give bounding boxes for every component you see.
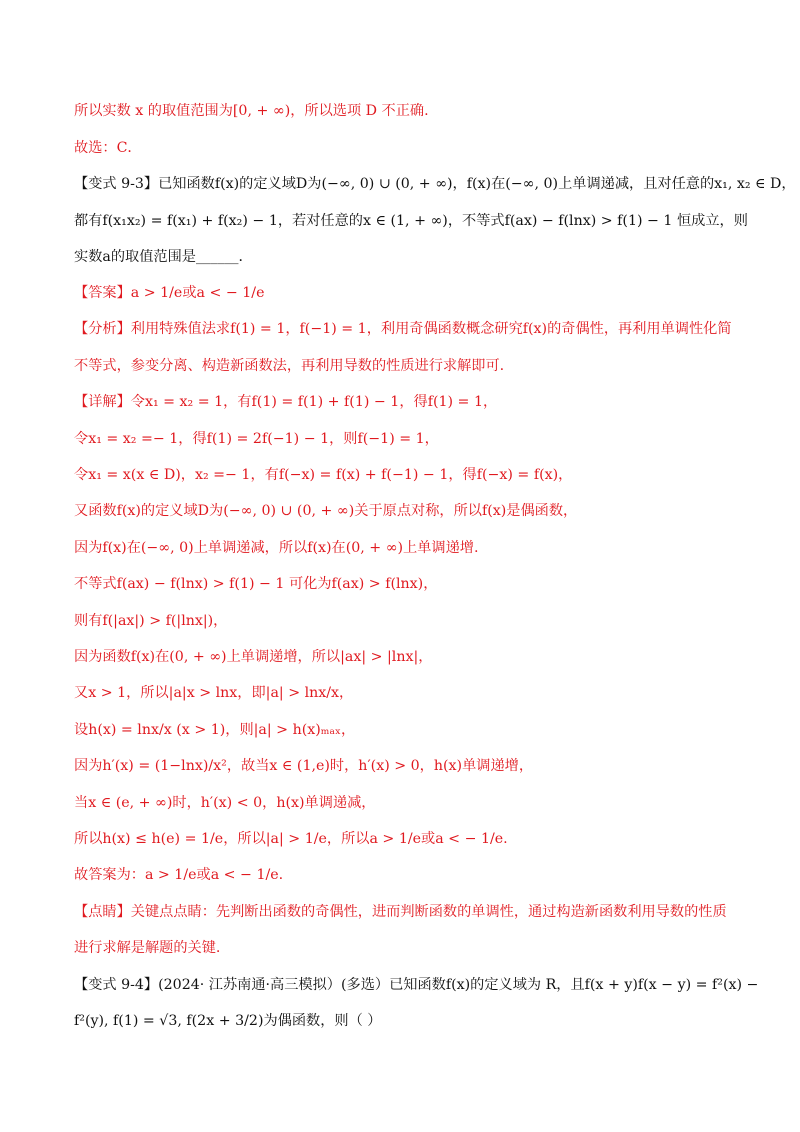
detail-line-12: 当x ∈ (e, + ∞)时，h′(x) < 0，h(x)单调递减， bbox=[74, 795, 376, 811]
analysis-line-2: 不等式，参变分离、构造新函数法，再利用导数的性质进行求解即可. bbox=[74, 358, 505, 374]
detail-line-5: 因为f(x)在(−∞, 0)上单调递减，所以f(x)在(0, + ∞)上单调递增. bbox=[74, 540, 479, 556]
text-line-2: 故选：C． bbox=[74, 140, 142, 156]
text-line-3: 【变式 9-3】已知函数f(x)的定义域D为(−∞, 0) ∪ (0, + ∞)，f(x)在(−∞, 0)上单调递减，且对任意的x₁, x₂ ∈ D， bbox=[74, 176, 796, 192]
detail-line-3: 令x₁ = x(x ∈ D)，x₂ =− 1，有f(−x) = f(x) + f(−1) − 1，得f(−x) = f(x)， bbox=[74, 467, 573, 483]
variant-9-4-line-1: 【变式 9-4】(2024· 江苏南通·高三模拟）(多选）已知函数f(x)的定义域为 R，且f(x + y)f(x − y) = f²(x) − bbox=[74, 977, 759, 993]
text-line-4: 都有f(x₁x₂) = f(x₁) + f(x₂) − 1，若对任意的x ∈ (1, + ∞)，不等式f(ax) − f(lnx) > f(1) − 1 恒成立，则 bbox=[74, 213, 748, 229]
detail-line-6: 不等式f(ax) − f(lnx) > f(1) − 1 可化为f(ax) > f(lnx)， bbox=[74, 576, 438, 592]
key-point-line-2: 进行求解是解题的关键. bbox=[74, 940, 221, 956]
detail-line-2: 令x₁ = x₂ =− 1，得f(1) = 2f(−1) − 1，则f(−1) = 1， bbox=[74, 431, 439, 447]
text-line-5: 实数a的取值范围是______． bbox=[74, 249, 253, 265]
final-answer-line: 故答案为：a > 1/e或a < − 1/e. bbox=[74, 867, 284, 883]
detail-line-4: 又函数f(x)的定义域D为(−∞, 0) ∪ (0, + ∞)关于原点对称，所以f(x)是偶函数， bbox=[74, 503, 578, 519]
detail-line-11: 因为h′(x) = (1−lnx)/x²，故当x ∈ (1,e)时，h′(x) > 0，h(x)单调递增， bbox=[74, 758, 534, 774]
detail-line-10: 设h(x) = lnx/x (x > 1)，则|a| > h(x)ₘₐₓ， bbox=[74, 722, 356, 738]
variant-9-4-line-2: f²(y), f(1) = √3, f(2x + 3/2)为偶函数，则（ ） bbox=[74, 1013, 382, 1029]
answer-line: 【答案】a > 1/e或a < − 1/e bbox=[74, 285, 265, 301]
key-point-line-1: 【点睛】关键点点睛：先判断出函数的奇偶性，进而判断函数的单调性，通过构造新函数利用导数的性质 bbox=[74, 904, 727, 920]
text-line-1: 所以实数 x 的取值范围为[0, + ∞)，所以选项 D 不正确. bbox=[74, 103, 429, 119]
analysis-line-1: 【分析】利用特殊值法求f(1) = 1，f(−1) = 1，利用奇偶函数概念研究f(x)的奇偶性，再利用单调性化简 bbox=[74, 321, 732, 337]
detail-line-13: 所以h(x) ≤ h(e) = 1/e，所以|a| > 1/e，所以a > 1/e或a < − 1/e. bbox=[74, 831, 508, 847]
detail-line-1: 【详解】令x₁ = x₂ = 1，有f(1) = f(1) + f(1) − 1，得f(1) = 1， bbox=[74, 394, 498, 410]
detail-line-7: 则有f(|ax|) > f(|lnx|)， bbox=[74, 613, 228, 629]
detail-line-8: 因为函数f(x)在(0, + ∞)上单调递增，所以|ax| > |lnx|， bbox=[74, 649, 433, 665]
detail-line-9: 又x > 1，所以|a|x > lnx，即|a| > lnx/x， bbox=[74, 685, 354, 701]
